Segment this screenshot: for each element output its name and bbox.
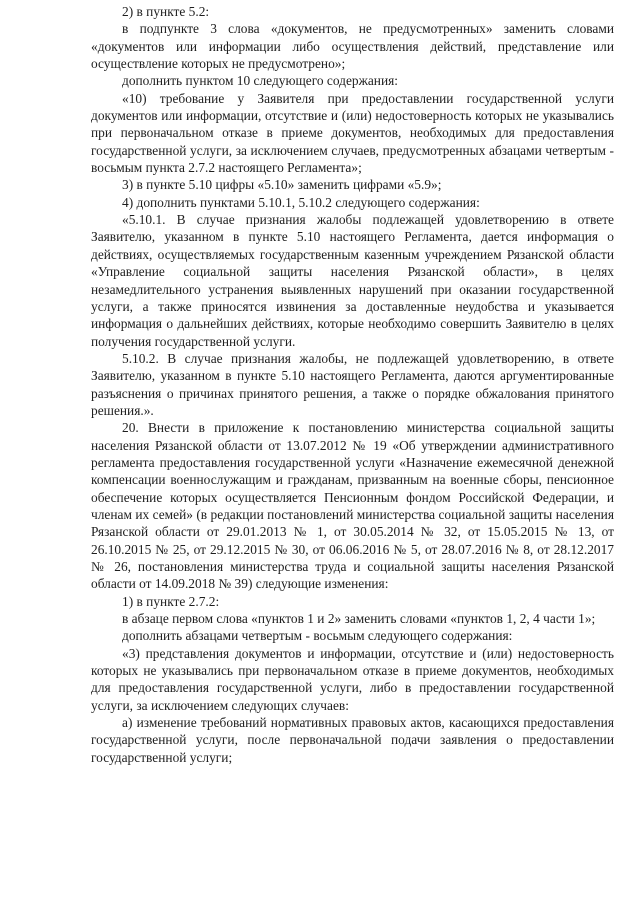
paragraph-5-10-2: 5.10.2. В случае признания жалобы, не подлежащей удовлетворению, в ответе Заявителю, указанном в пункте 5.10 настоящего Регламента, даются аргументированные разъяснения о причинах принятого решения, а также о порядке обжалования принятого решения.». bbox=[91, 350, 614, 418]
paragraph-item-3-text: «3) представления документов и информации, отсутствие и (или) недостоверность которых не указывались при первоначальном отказе в приеме документов, необходимых для предоставления государственной услуги, либо в предоставлении государственной услуги, за исключением следующих случаев: bbox=[91, 645, 614, 713]
paragraph-point-10-text: «10) требование у Заявителя при предоставлении государственной услуги документов или информации, отсутствие и (или) недостоверность которых не указывались при первоначальном отказе в приеме документов, необходимых для предоставления государственной услуги, за исключением случаев, предусмотренных абзацами четвертым - восьмым пункта 2.7.2 настоящего Регламента»; bbox=[91, 90, 614, 176]
paragraph-item-2-heading: 2) в пункте 5.2: bbox=[122, 4, 210, 19]
paragraph-item-a: а) изменение требований нормативных правовых актов, касающихся предоставления государственной услуги, после первоначальной подачи заявления о предоставлении государственной услуги; bbox=[91, 715, 614, 765]
paragraph-item-3: 3) в пункте 5.10 цифры «5.10» заменить цифрами «5.9»; bbox=[122, 177, 442, 193]
paragraph-item-4: 4) дополнить пунктами 5.10.1, 5.10.2 следующего содержания: bbox=[122, 194, 480, 210]
paragraph-subclause-3: в подпункте 3 слова «документов, не предусмотренных» заменить словами «документов или информации либо осуществления действий, представление или осуществление которых не предусмотрено»; bbox=[91, 21, 614, 72]
paragraph-item-20: 20. Внести в приложение к постановлению министерства социальной защиты населения Рязанской области от 13.07.2012 № 19 «Об утверждении административного регламента предоставления государственной услуги «Назначение ежемесячной денежной компенсации военнослужащим и гражданам, призванным на военные сборы, пенсионное обеспечение которых осуществляется Пенсионным фондом Российской Федерации, и членам их семей» (в редакции постановлений министерства социальной защиты населения Рязанской области от 29.01.2013 № 1, от 30.05.2014 № 32, от 15.05.2015 № 13, от 26.10.2015 № 25, от 29.12.2015 № 30, от 06.06.2016 № 5, от 28.07.2016 № 8, от 28.12.2017 № 26, постановления министерства труда и социальной защиты населения Рязанской области от 14.09.2018 № 39) следующие изменения: bbox=[91, 420, 614, 592]
paragraph-point-2-7-2: 1) в пункте 2.7.2: bbox=[122, 593, 220, 609]
paragraph-first-abzac: в абзаце первом слова «пунктов 1 и 2» заменить словами «пунктов 1, 2, 4 части 1»; bbox=[122, 611, 596, 627]
paragraph-5-10-1: «5.10.1. В случае признания жалобы подлежащей удовлетворению в ответе Заявителю, указанном в пункте 5.10 настоящего Регламента, дается информация о действиях, осуществляемых государственным казенным учреждением Рязанской области «Управление социальной защиты населения Рязанской области», в целях незамедлительного устранения выявленных нарушений при оказании государственной услуги, а также приносятся извинения за доставленные неудобства и указывается информация о дальнейших действиях, которые необходимо совершить Заявителю в целях получения государственной услуги. bbox=[91, 212, 614, 349]
document-body bbox=[91, 3, 614, 766]
paragraph-add-point-10: дополнить пунктом 10 следующего содержания: bbox=[122, 73, 399, 89]
paragraph-add-abzacs: дополнить абзацами четвертым - восьмым следующего содержания: bbox=[122, 628, 513, 644]
